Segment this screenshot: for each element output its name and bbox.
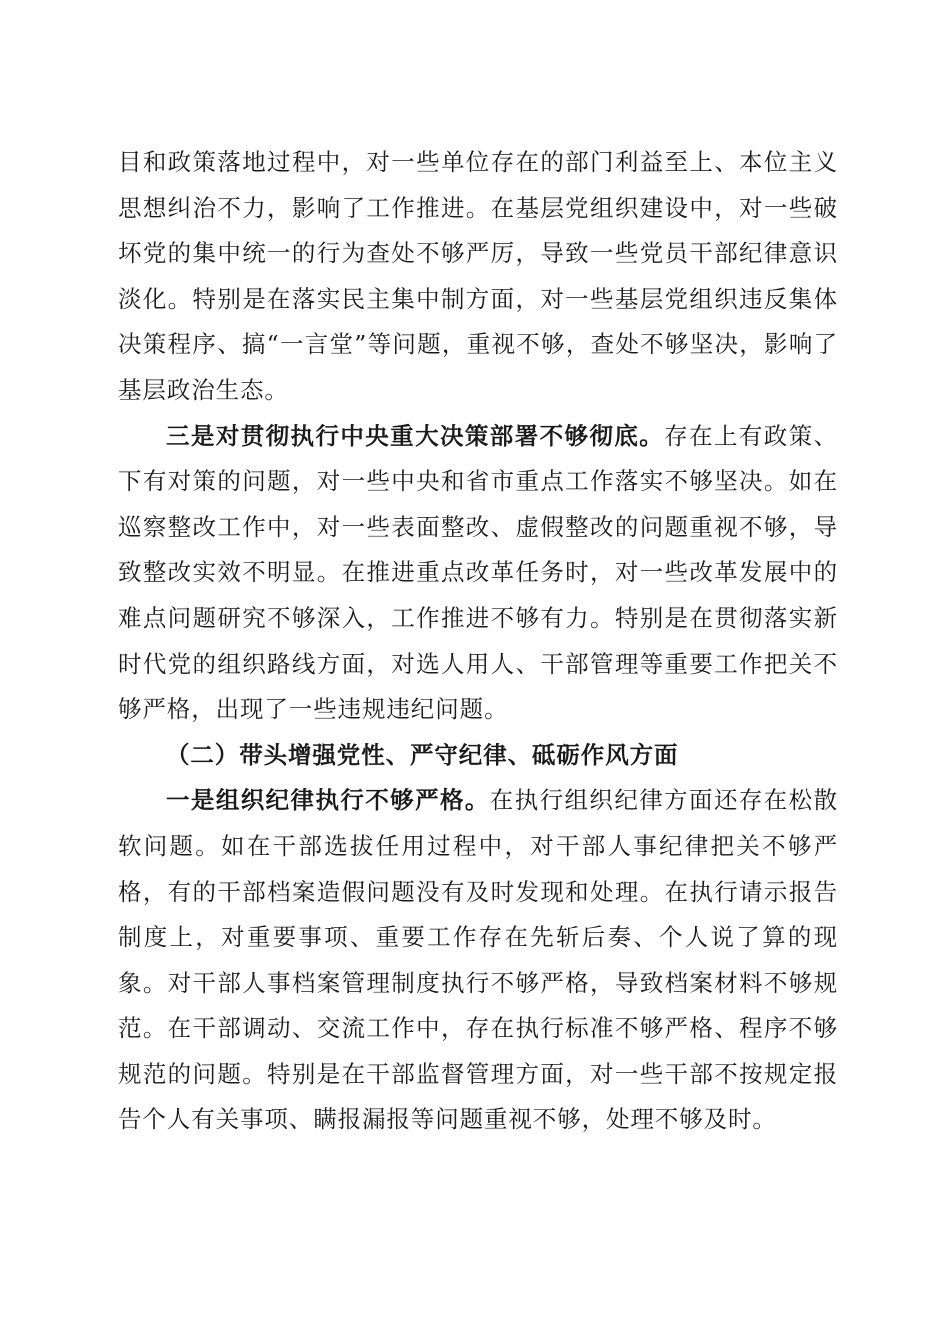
section-heading-text: （二）带头增强党性、严守纪律、砥砺作风方面 [166, 740, 679, 769]
paragraph-one [118, 778, 838, 1143]
paragraph-three-body: 存在上有政策、下有对策的问题，对一些中央和省市重点工作落实不够坚决。如在巡察整改工作中，对一些表面整改、虚假整改的问题重视不够，导致整改实效不明显。在推进重点改革任务时，对一些改革发展中的难点问题研究不够深入，工作推进不够有力。特别是在贯彻落实新时代党的组织路线方面，对选人用人、干部管理等重要工作把关不够严格，出现了一些违规违纪问题。 [118, 421, 838, 724]
paragraph-three-lead: 三是对贯彻执行中央重大决策部署不够彻底。 [166, 421, 665, 450]
paragraph-three [118, 414, 838, 733]
paragraph-one-body: 在执行组织纪律方面还存在松散软问题。如在干部选拔任用过程中，对干部人事纪律把关不够严格，有的干部档案造假问题没有及时发现和处理。在执行请示报告制度上，对重要事项、重要工作存在先斩后奏、个人说了算的现象。对干部人事档案管理制度执行不够严格，导致档案材料不够规范。在干部调动、交流工作中，存在执行标准不够严格、程序不够规范的问题。特别是在干部监督管理方面，对一些干部不按规定报告个人有关事项、瞒报漏报等问题重视不够，处理不够及时。 [118, 786, 838, 1134]
document-body [118, 140, 838, 1143]
paragraph-continued [118, 140, 838, 414]
paragraph-one-lead: 一是组织纪律执行不够严格。 [166, 786, 490, 815]
section-heading [118, 733, 838, 779]
paragraph-continued-text: 目和政策落地过程中，对一些单位存在的部门利益至上、本位主义思想纠治不力，影响了工作推进。在基层党组织建设中，对一些破坏党的集中统一的行为查处不够严厉，导致一些党员干部纪律意识淡化。特别是在落实民主集中制方面，对一些基层党组织违反集体决策程序、搞“一言堂”等问题，重视不够，查处不够坚决，影响了基层政治生态。 [118, 148, 838, 404]
